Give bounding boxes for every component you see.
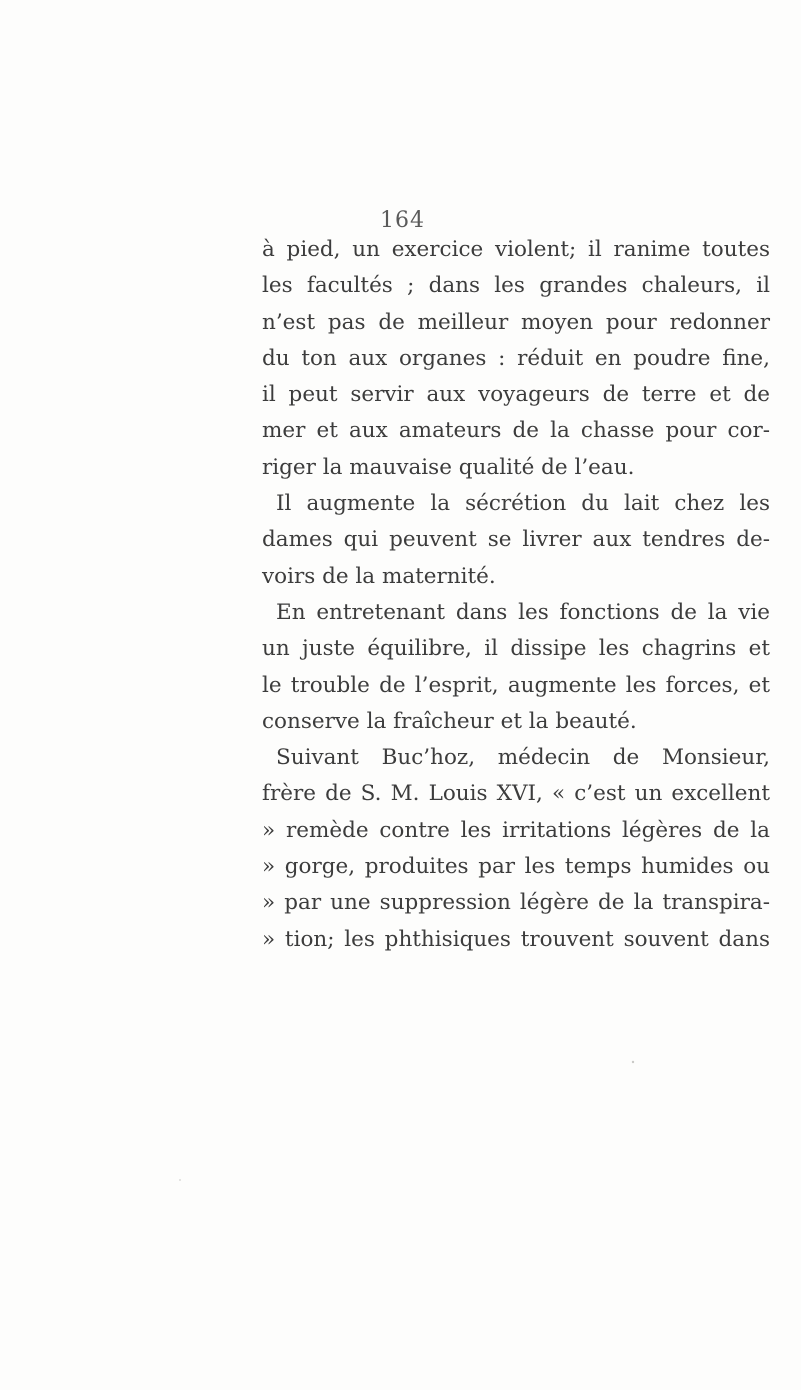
text-line: à pied, un exercice violent; il ranime toutes: [262, 237, 770, 262]
paragraph-start-line: En entretenant dans les fonctions de la vie: [276, 599, 770, 625]
paragraph-start-line: Suivant Buc’hoz, médecin de Monsieur,: [276, 745, 770, 771]
quoted-line: » tion; les phthisiques trouvent souvent dans: [262, 926, 770, 952]
text-line: n’est pas de meilleur moyen pour redonner: [262, 309, 770, 335]
text-line: le trouble de l’esprit, augmente les forces, et: [262, 672, 770, 698]
text-line: les facultés ; dans les grandes chaleurs, il: [262, 273, 770, 299]
text-line: du ton aux organes : réduit en poudre fine,: [262, 345, 770, 371]
text-line: dames qui peuvent se livrer aux tendres de-: [262, 527, 770, 553]
text-line: riger la mauvaise qualité de l’eau.: [262, 454, 635, 480]
quoted-line: » remède contre les irritations légères de la: [262, 817, 770, 843]
text-line: conserve la fraîcheur et la beauté.: [262, 708, 637, 734]
text-line: frère de S. M. Louis XVI, « c’est un excellent: [262, 781, 770, 807]
page-number: 164: [380, 208, 425, 233]
text-line: il peut servir aux voyageurs de terre et de: [262, 382, 770, 408]
text-line: voirs de la maternité.: [262, 563, 496, 589]
paragraph-start-line: Il augmente la sécrétion du lait chez les: [276, 491, 770, 517]
quoted-line: » par une suppression légère de la transpira-: [262, 890, 770, 916]
text-line: mer et aux amateurs de la chasse pour cor-: [262, 418, 770, 444]
text-line: un juste équilibre, il dissipe les chagrins et: [262, 636, 770, 662]
body-text: [262, 232, 770, 958]
quoted-line: » gorge, produites par les temps humides ou: [262, 854, 770, 880]
